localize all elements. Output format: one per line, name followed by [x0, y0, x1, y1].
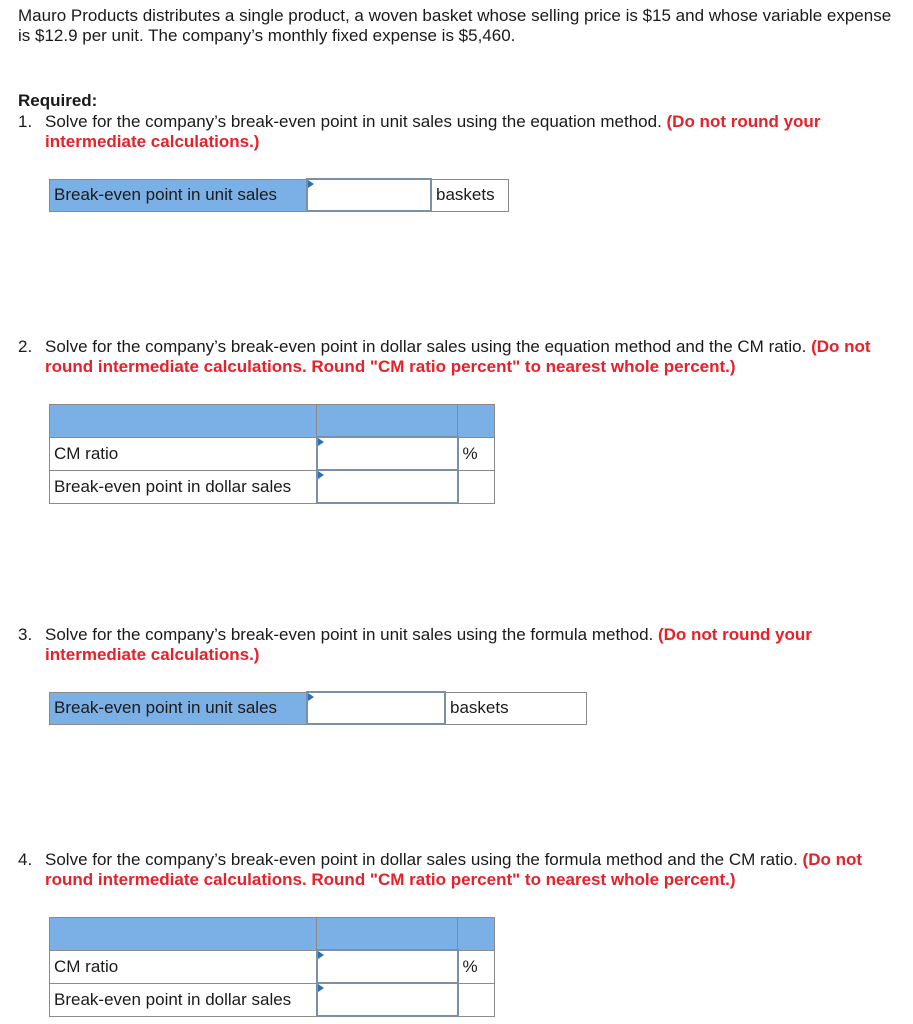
row-label: Break-even point in unit sales	[50, 692, 308, 724]
table-row	[50, 692, 587, 724]
unit-label	[458, 983, 495, 1016]
answer-table-q2	[49, 404, 495, 504]
header-cell	[317, 405, 458, 438]
table-row	[50, 179, 509, 211]
table-header-row	[50, 918, 495, 951]
cm-ratio-formula-input[interactable]	[318, 951, 457, 982]
unit-label: %	[458, 950, 495, 983]
question-note: (Do not round intermediate calculations. Round "CM ratio percent" to nearest whole percent.)	[45, 850, 863, 889]
unit-label: %	[458, 437, 495, 470]
unit-sales-formula-input-cell[interactable]	[307, 692, 445, 724]
input-marker-icon	[308, 693, 314, 701]
row-label: Break-even point in dollar sales	[50, 983, 317, 1016]
question-1	[18, 112, 903, 151]
question-number: 2.	[18, 337, 33, 356]
unit-label	[458, 470, 495, 503]
required-heading: Required:	[18, 91, 98, 110]
input-marker-icon	[308, 180, 314, 188]
question-note: (Do not round your intermediate calculations.)	[45, 112, 821, 151]
row-label: Break-even point in unit sales	[50, 179, 308, 211]
dollar-sales-formula-input-cell[interactable]	[317, 983, 458, 1016]
answer-table-q3	[49, 691, 587, 725]
unit-sales-input[interactable]	[308, 180, 430, 210]
row-label: CM ratio	[50, 950, 317, 983]
problem-intro: Mauro Products distributes a single product, a woven basket whose selling price is $15 and whose variable expense is $12.9 per unit. The company’s monthly fixed expense is $5,460.	[18, 6, 892, 45]
question-text: Solve for the company’s break-even point in dollar sales using the formula method and the CM ratio.	[45, 850, 803, 869]
dollar-sales-input[interactable]	[318, 471, 457, 502]
cm-ratio-formula-input-cell[interactable]	[317, 950, 458, 983]
dollar-sales-formula-input[interactable]	[318, 984, 457, 1015]
question-text: Solve for the company’s break-even point in dollar sales using the equation method and the CM ratio.	[45, 337, 812, 356]
table-row	[50, 950, 495, 983]
unit-sales-formula-input[interactable]	[308, 693, 444, 723]
header-cell	[317, 918, 458, 951]
table-header-row	[50, 405, 495, 438]
input-marker-icon	[318, 438, 324, 446]
header-cell	[458, 918, 495, 951]
row-label: CM ratio	[50, 437, 317, 470]
input-marker-icon	[318, 984, 324, 992]
cm-ratio-input-cell[interactable]	[317, 437, 458, 470]
unit-label: baskets	[431, 179, 509, 211]
question-4	[18, 850, 903, 889]
question-note: (Do not round your intermediate calculations.)	[45, 625, 812, 664]
row-label: Break-even point in dollar sales	[50, 470, 317, 503]
dollar-sales-input-cell[interactable]	[317, 470, 458, 503]
question-text: Solve for the company’s break-even point in unit sales using the formula method.	[45, 625, 658, 644]
input-marker-icon	[318, 951, 324, 959]
question-number: 1.	[18, 112, 33, 131]
header-cell	[50, 405, 317, 438]
unit-sales-input-cell[interactable]	[307, 179, 431, 211]
unit-label: baskets	[445, 692, 587, 724]
table-row	[50, 470, 495, 503]
question-number: 4.	[18, 850, 33, 869]
question-note: (Do not round intermediate calculations. Round "CM ratio percent" to nearest whole percent.)	[45, 337, 871, 376]
table-row	[50, 983, 495, 1016]
header-cell	[458, 405, 495, 438]
answer-table-q4	[49, 917, 495, 1017]
answer-table-q1	[49, 178, 509, 212]
question-number: 3.	[18, 625, 33, 644]
question-2	[18, 337, 903, 376]
question-text: Solve for the company’s break-even point in unit sales using the equation method.	[45, 112, 667, 131]
cm-ratio-input[interactable]	[318, 438, 457, 469]
header-cell	[50, 918, 317, 951]
table-row	[50, 437, 495, 470]
input-marker-icon	[318, 471, 324, 479]
question-3	[18, 625, 903, 664]
